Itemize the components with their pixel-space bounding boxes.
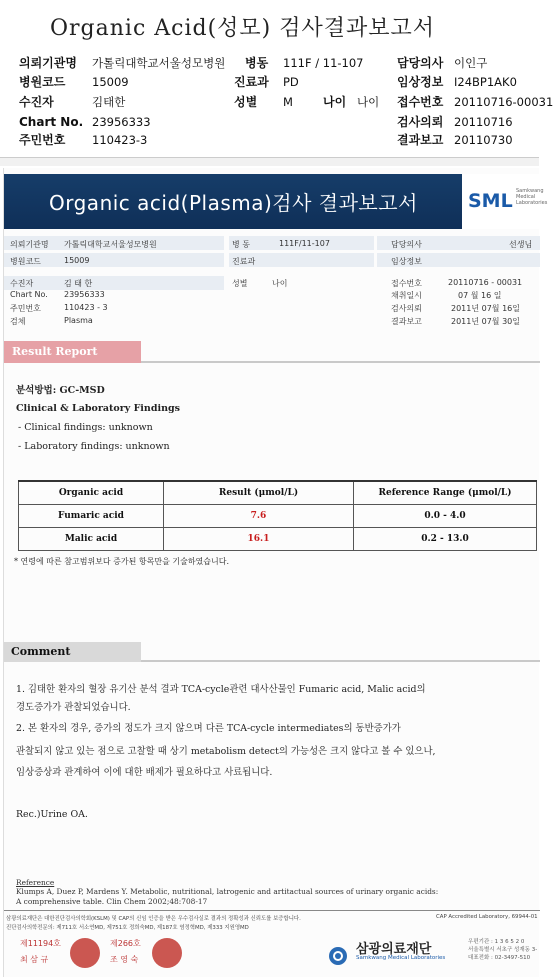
doctor-value: 이인구 — [454, 56, 488, 70]
clinical-value: I24BP1AK0 — [454, 75, 517, 89]
r-inst-value: 가톨릭대학교서울성모병원 — [64, 240, 157, 249]
r-recv-value: 20110716 - 00031 — [448, 278, 523, 287]
r-code-value: 15009 — [64, 256, 90, 265]
r-sex-label: 성별 — [232, 279, 248, 288]
r-doctor-label: 담당의사 — [391, 240, 422, 249]
r-result-value: 2011년 07월 30일 — [451, 317, 520, 326]
r-result-label: 결과보고 — [391, 317, 422, 326]
r-specimen-label: 검체 — [10, 317, 26, 326]
r-ward-value: 111F/11-107 — [279, 239, 330, 248]
r-recv-label: 접수번호 — [391, 279, 422, 288]
rec-text: Rec.)Urine OA. — [16, 809, 88, 820]
stamp-name: 조 영 숙 — [110, 955, 139, 964]
chart-label: Chart No. — [19, 115, 84, 129]
acid-range: 0.0 - 4.0 — [354, 504, 537, 527]
table-header-row — [19, 481, 537, 504]
footer-specialists: 진단검사의학전문의: 제711호 서소연MD, 제751호 정희숙MD, 제187호 염정혁MD, 제333 지원영MD — [6, 925, 249, 931]
r-dept-label: 진료과 — [232, 257, 256, 266]
ward-label: 병동 — [245, 56, 269, 70]
r-chart-label: Chart No. — [10, 290, 48, 299]
stamp-number: 제11194호 — [20, 939, 61, 948]
result-report-label: Result Report — [12, 345, 98, 358]
r-patient-label: 수진자 — [10, 279, 34, 288]
scanned-report — [3, 168, 548, 977]
sml-logo-subtext: Samkwang Medical Laboratories — [516, 188, 548, 206]
footer-cap: CAP Accredited Laboratory, 69944-01 — [436, 914, 538, 920]
acid-name: Fumaric acid — [19, 504, 164, 527]
col-header: Reference Range (μmol/L) — [354, 481, 537, 504]
r-clinical-label: 임상정보 — [391, 257, 422, 266]
comment-line: 임상증상과 관계하여 이에 대한 배제가 필요하다고 사료됩니다. — [16, 767, 273, 778]
report-date-label: 결과보고 — [397, 133, 444, 147]
header-rule — [141, 361, 540, 363]
r-code-label: 병원코드 — [10, 257, 41, 266]
doctor-label: 담당의사 — [397, 56, 444, 70]
info-band — [4, 276, 224, 290]
dept-label: 진료과 — [234, 75, 269, 89]
org-eng-name: Samkwang Medical Laboratories — [356, 955, 446, 961]
r-ssn-value: 110423 - 3 — [64, 303, 108, 312]
r-age-label: 나이 — [272, 279, 288, 288]
r-chart-value: 23956333 — [64, 290, 105, 299]
r-doctor-value: 선생님 — [509, 240, 533, 249]
request-label: 검사의뢰 — [397, 115, 444, 129]
comment-header — [4, 642, 141, 662]
sml-logo-text: SML — [468, 190, 513, 212]
result-report-header — [4, 341, 141, 363]
receipt-value: 20110716-00031 — [454, 95, 553, 109]
table-row — [19, 527, 537, 550]
signature-stamps — [6, 934, 181, 974]
table-note: * 연령에 따른 참고범위보다 증가된 항목만을 기술하였습니다. — [14, 557, 229, 566]
dept-value: PD — [283, 75, 299, 89]
patient-label: 수진자 — [19, 95, 54, 109]
col-header: Result (μmol/L) — [164, 481, 354, 504]
inst-value: 가톨릭대학교서울성모병원 — [92, 56, 226, 70]
acid-result: 16.1 — [164, 527, 354, 550]
r-specimen-value: Plasma — [64, 316, 93, 325]
lab-findings: - Laboratory findings: unknown — [18, 441, 170, 452]
org-address: 우편기관 : 1 3 6 5 2 0 서울특별시 서초구 성재동 3- 대표전화 : 02-3497-510 — [468, 939, 538, 961]
r-req-value: 2011년 07월 16일 — [451, 304, 520, 313]
results-table — [18, 480, 537, 551]
sex-label: 성별 — [234, 95, 258, 109]
clinical-findings: - Clinical findings: unknown — [18, 422, 153, 433]
code-value: 15009 — [92, 75, 129, 89]
comment-line: 관찰되지 않고 있는 점으로 고찰할 때 상기 metabolism detect의 가능성은 크지 않다고 볼 수 있으나, — [16, 746, 436, 757]
comment-line: 1. 김태한 환자의 혈장 유기산 분석 결과 TCA-cycle관련 대사산물인 Fumaric acid, Malic acid의 — [16, 684, 426, 695]
col-header: Organic acid — [19, 481, 164, 504]
r-collect-value: 07 월 16 일 — [458, 291, 502, 300]
sex-value: M — [283, 95, 293, 109]
header-rule — [141, 660, 540, 662]
inst-label: 의뢰기관명 — [19, 56, 77, 70]
r-inst-label: 의뢰기관명 — [10, 240, 49, 249]
banner-title: Organic acid(Plasma)검사 결과보고서 — [49, 191, 418, 215]
code-label: 병원코드 — [19, 75, 66, 89]
method-text: 분석방법: GC-MSD — [16, 385, 105, 396]
comment-line: 2. 본 환자의 경우, 증가의 정도가 크지 않으며 다른 TCA-cycle intermediates의 동반증가가 — [16, 723, 401, 734]
seal-stamp — [70, 938, 100, 968]
stamp-number: 제266호 — [110, 939, 141, 948]
comment-label: Comment — [11, 645, 71, 658]
r-ward-label: 병 동 — [232, 240, 250, 249]
ward-value: 111F / 11-107 — [283, 56, 364, 70]
report-banner — [4, 174, 548, 229]
sml-logo — [462, 174, 548, 229]
table-row — [19, 504, 537, 527]
ssn-label: 주민번호 — [19, 133, 66, 147]
age-label: 나이 — [323, 95, 347, 109]
r-collect-label: 채취일시 — [391, 291, 422, 300]
document-title: Organic Acid(성모) 검사결과보고서 — [50, 16, 436, 41]
findings-title: Clinical & Laboratory Findings — [16, 403, 180, 414]
acid-range: 0.2 - 13.0 — [354, 527, 537, 550]
reference-text: Klumps A, Duez P, Mardens Y. Metabolic, nutritional, latrogenic and artitactual sources of urinary organic acids: — [16, 887, 439, 896]
clinical-label: 임상정보 — [397, 75, 444, 89]
age-value: 나이 — [357, 95, 380, 109]
reference-label: Reference — [16, 878, 55, 887]
stamp-name: 최 삼 규 — [20, 955, 49, 964]
r-patient-value: 김 태 한 — [64, 279, 93, 288]
footer-divider — [4, 910, 540, 911]
comment-line: 경도증가가 관찰되었습니다. — [16, 702, 131, 713]
reference-text: A comprehensive table. Clin Chem 2002;48:708-17 — [16, 897, 208, 906]
request-value: 20110716 — [454, 115, 513, 129]
acid-name: Malic acid — [19, 527, 164, 550]
seal-stamp — [152, 938, 182, 968]
acid-result: 7.6 — [164, 504, 354, 527]
r-ssn-label: 주민번호 — [10, 304, 41, 313]
chart-value: 23956333 — [92, 115, 151, 129]
section-divider — [0, 157, 539, 166]
org-name: 삼광의료재단 — [356, 942, 432, 957]
report-date-value: 20110730 — [454, 133, 513, 147]
footer-accreditation: 삼광의료재단은 대한진단검사의학회(KSLM) 및 CAP의 신임 인증을 받은 우수검사실로 결과의 정확성과 신뢰도를 보증합니다. — [6, 916, 301, 922]
ssn-value: 110423-3 — [92, 133, 148, 147]
patient-value: 김태한 — [92, 95, 126, 109]
r-req-label: 검사의뢰 — [391, 304, 422, 313]
receipt-label: 접수번호 — [397, 95, 444, 109]
